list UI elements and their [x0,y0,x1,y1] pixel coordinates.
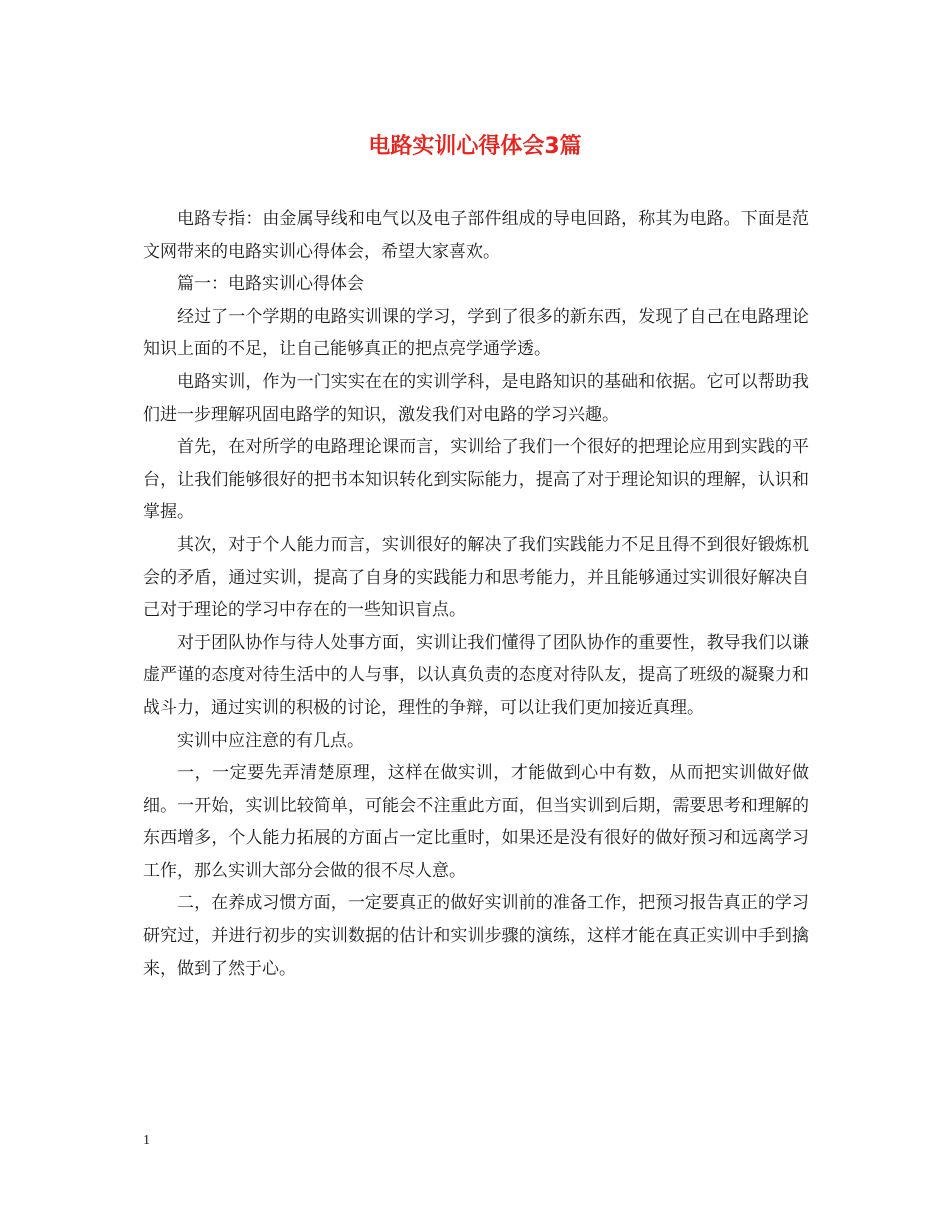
paragraph-2: 电路实训，作为一门实实在在的实训学科，是电路知识的基础和依据。它可以帮助我们进一步理解巩固电路学的知识，激发我们对电路的学习兴趣。 [143,371,809,425]
paragraph-7: 一，一定要先弄清楚原理，这样在做实训，才能做到心中有数，从而把实训做好做细。一开始，实训比较简单，可能会不注重此方面，但当实训到后期，需要思考和理解的东西增多，个人能力拓展的方面占一定比重时，如果还是没有很好的做好预习和远离学习工作，那么实训大部分会做的很不尽人意。 [143,763,809,881]
paragraph-8: 二，在养成习惯方面，一定要真正的做好实训前的准备工作，把预习报告真正的学习研究过，并进行初步的实训数据的估计和实训步骤的演练，这样才能在真正实训中手到擒来，做到了然于心。 [143,893,809,979]
document-title: 电路实训心得体会3篇 [368,134,582,159]
page-number: 1 [143,1133,150,1148]
paragraph-6: 实训中应注意的有几点。 [177,730,364,751]
paragraph-section-heading: 篇一：电路实训心得体会 [177,274,364,295]
paragraph-3: 首先，在对所学的电路理论课而言，实训给了我们一个很好的把理论应用到实践的平台，让我们能够很好的把书本知识转化到实际能力，提高了对于理论知识的理解，认识和掌握。 [143,437,809,523]
paragraph-4: 其次，对于个人能力而言，实训很好的解决了我们实践能力不足且得不到很好锻炼机会的矛盾，通过实训，提高了自身的实践能力和思考能力，并且能够通过实训很好解决自己对于理论的学习中存在的一些知识盲点。 [143,534,809,621]
paragraph-intro: 电路专指：由金属导线和电气以及电子部件组成的导电回路，称其为电路。下面是范文网带来的电路实训心得体会，希望大家喜欢。 [143,209,809,262]
paragraph-5: 对于团队协作与待人处事方面，实训让我们懂得了团队协作的重要性，教导我们以谦虚严谨的态度对待生活中的人与事，以认真负责的态度对待队友，提高了班级的凝聚力和战斗力，通过实训的积极的讨论，理性的争辩，可以让我们更加接近真理。 [143,632,809,718]
document-body [143,203,809,985]
paragraph-1: 经过了一个学期的电路实训课的学习，学到了很多的新东西，发现了自己在电路理论知识上面的不足，让自己能够真正的把点亮学通学透。 [143,306,809,360]
